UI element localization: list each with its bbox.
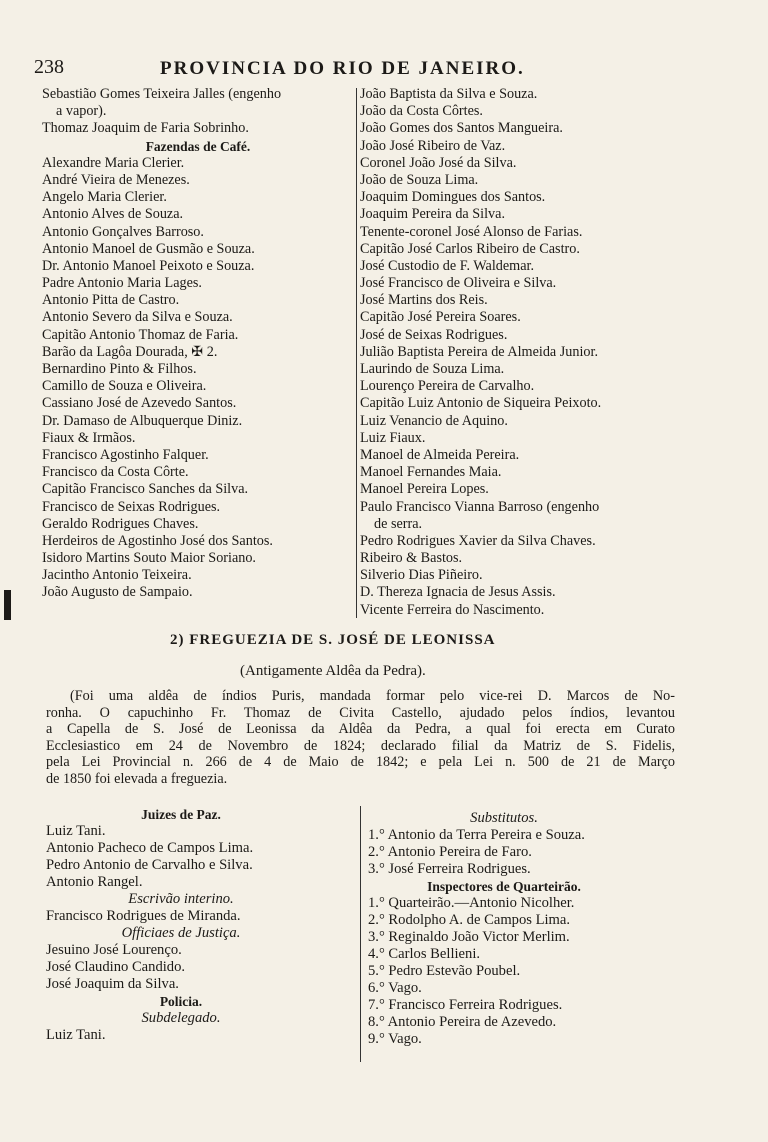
list-item: Dr. Damaso de Albuquerque Diniz.: [42, 412, 243, 429]
list-item: Antonio Manoel de Gusmão e Souza.: [42, 240, 255, 257]
list-item: Capitão José Pereira Soares.: [360, 309, 521, 326]
list-item: Geraldo Rodrigues Chaves.: [42, 515, 199, 532]
page-number: 238: [34, 56, 64, 78]
list-item: José Claudino Candido.: [46, 959, 186, 975]
list-item: Antonio Severo da Silva e Souza.: [42, 309, 233, 326]
list-item: Pedro Rodrigues Xavier da Silva Chaves.: [360, 532, 596, 549]
paragraph-line: (Foi uma aldêa de índios Puris, mandada formar pelo vice-rei D. Marcos de No-: [70, 688, 675, 704]
column-divider: [356, 88, 357, 618]
list-item: 2.° Rodolpho A. de Campos Lima.: [368, 912, 571, 928]
list-item: Barão da Lagôa Dourada, ✠ 2.: [42, 343, 218, 360]
list-item: Antonio Gonçalves Barroso.: [42, 223, 204, 240]
list-item: Vicente Ferreira do Nascimento.: [360, 601, 545, 618]
list-subheading: Subdelegado.: [141, 1010, 221, 1026]
list-item: Joaquim Pereira da Silva.: [360, 206, 505, 223]
list-item: Camillo de Souza e Oliveira.: [42, 378, 207, 395]
list-subheading: Officiaes de Justiça.: [121, 925, 241, 941]
list-item: 4.° Carlos Bellieni.: [368, 946, 481, 962]
list-item: 1.° Antonio da Terra Pereira e Souza.: [368, 827, 585, 843]
list-item: Antonio Pitta de Castro.: [42, 292, 180, 309]
paragraph-line: ronha. O capuchinho Fr. Thomaz de Civita Castello, ajudado pelos índios, levantou: [46, 704, 675, 721]
list-item: Joaquim Domingues dos Santos.: [360, 189, 546, 206]
list-item: Francisco Rodrigues de Miranda.: [46, 908, 241, 924]
list-item: Sebastião Gomes Teixeira Jalles (engenho: [42, 86, 282, 102]
list-item: João Augusto de Sampaio.: [42, 584, 193, 601]
list-item: Dr. Antonio Manoel Peixoto e Souza.: [42, 257, 255, 274]
list-item: Pedro Antonio de Carvalho e Silva.: [46, 857, 253, 873]
officials-divider: [360, 806, 361, 1062]
list-item: Tenente-coronel José Alonso de Farias.: [360, 223, 583, 240]
list-item: Lourenço Pereira de Carvalho.: [360, 378, 535, 395]
list-item: Isidoro Martins Souto Maior Soriano.: [42, 550, 256, 567]
list-item: Padre Antonio Maria Lages.: [42, 275, 202, 292]
list-item: Cassiano José de Azevedo Santos.: [42, 395, 237, 412]
list-item: D. Thereza Ignacia de Jesus Assis.: [360, 584, 556, 601]
list-item: Manoel de Almeida Pereira.: [360, 446, 520, 463]
list-item: Luiz Tani.: [46, 823, 106, 839]
list-item: Coronel João José da Silva.: [360, 154, 517, 171]
list-heading: Juizes de Paz.: [141, 807, 221, 822]
list-item: José de Seixas Rodrigues.: [360, 326, 508, 343]
paragraph-line: pela Lei Provincial n. 266 de 4 de Maio de 1842; e pela Lei n. 500 de 21 de Março: [46, 754, 675, 771]
list-item: André Vieira de Menezes.: [42, 171, 190, 188]
list-item: Fiaux & Irmãos.: [42, 429, 136, 446]
list-item: Bernardino Pinto & Filhos.: [42, 361, 197, 377]
list-item: de serra.: [374, 515, 423, 532]
list-item: Capitão José Carlos Ribeiro de Castro.: [360, 240, 580, 257]
list-item: Antonio Pacheco de Campos Lima.: [46, 840, 254, 856]
list-item: Francisco Agostinho Falquer.: [42, 446, 209, 463]
history-paragraph: [46, 688, 675, 788]
list-item: Luiz Tani.: [46, 1027, 106, 1043]
list-item: Francisco de Seixas Rodrigues.: [42, 498, 221, 515]
paragraph-line: a Capella de S. José de Leonissa da Aldêa da Pedra, a qual foi erecta em Curato: [46, 721, 675, 738]
margin-mark: [4, 590, 11, 620]
list-item: Herdeiros de Agostinho José dos Santos.: [42, 532, 273, 549]
list-item: 7.° Francisco Ferreira Rodrigues.: [368, 997, 563, 1013]
list-item: 3.° José Ferreira Rodrigues.: [368, 861, 531, 877]
list-item: Julião Baptista Pereira de Almeida Junior.: [360, 343, 598, 360]
list-item: 6.° Vago.: [368, 980, 422, 996]
list-item: João Gomes dos Santos Mangueira.: [360, 120, 563, 137]
list-item: Francisco da Costa Côrte.: [42, 464, 189, 481]
list-item: João de Souza Lima.: [360, 171, 479, 188]
list-heading: Policia.: [159, 994, 203, 1009]
list-item: Thomaz Joaquim de Faria Sobrinho.: [42, 120, 249, 137]
list-item: Jacintho Antonio Teixeira.: [42, 567, 192, 584]
list-item: Alexandre Maria Clerier.: [42, 154, 185, 171]
list-item: Ribeiro & Bastos.: [360, 550, 463, 567]
list-item: José Joaquim da Silva.: [46, 976, 179, 992]
page-header: PROVINCIA DO RIO DE JANEIRO.: [160, 58, 525, 79]
officials-left: [46, 806, 316, 1044]
list-item: Silverio Dias Piñeiro.: [360, 567, 483, 584]
section-title: 2) FREGUEZIA DE S. JOSÉ DE LEONISSA: [170, 632, 496, 648]
list-heading: Fazendas de Café.: [145, 138, 251, 154]
list-subheading: Escrivão interino.: [128, 891, 234, 907]
list-item: Capitão Luiz Antonio de Siqueira Peixoto.: [360, 395, 602, 412]
list-item: Angelo Maria Clerier.: [42, 189, 167, 206]
list-item: Luiz Fiaux.: [360, 429, 426, 446]
section-subtitle: (Antigamente Aldêa da Pedra).: [240, 663, 426, 679]
list-item: 2.° Antonio Pereira de Faro.: [368, 844, 532, 860]
list-item: 3.° Reginaldo João Victor Merlim.: [368, 929, 570, 945]
list-item: Laurindo de Souza Lima.: [360, 361, 505, 377]
list-item: José Custodio de F. Waldemar.: [360, 257, 535, 274]
officials-right: [368, 810, 640, 1048]
paragraph-line: de 1850 foi elevada a freguezia.: [46, 770, 228, 787]
list-item: José Francisco de Oliveira e Silva.: [360, 275, 557, 292]
list-item: a vapor).: [56, 103, 107, 120]
list-item: 9.° Vago.: [368, 1031, 422, 1047]
left-column: [42, 86, 354, 602]
list-item: José Martins dos Reis.: [360, 292, 488, 309]
list-item: Antonio Alves de Souza.: [42, 206, 184, 223]
list-item: João José Ribeiro de Vaz.: [360, 137, 506, 154]
list-item: Paulo Francisco Vianna Barroso (engenho: [360, 498, 600, 515]
list-item: Antonio Rangel.: [46, 874, 143, 890]
list-item: Jesuino José Lourenço.: [46, 942, 182, 958]
list-item: Manoel Fernandes Maia.: [360, 464, 502, 481]
list-item: Manoel Pereira Lopes.: [360, 481, 489, 498]
list-item: João Baptista da Silva e Souza.: [360, 86, 538, 102]
paragraph-line: Ecclesiastico em 24 de Novembro de 1824; declarado filial da Matriz de S. Fidelis,: [46, 737, 675, 754]
list-item: Capitão Antonio Thomaz de Faria.: [42, 326, 239, 343]
right-column: [360, 86, 720, 619]
list-item: 5.° Pedro Estevão Poubel.: [368, 963, 521, 979]
list-item: João da Costa Côrtes.: [360, 103, 483, 120]
list-item: 8.° Antonio Pereira de Azevedo.: [368, 1014, 557, 1030]
list-item: 1.° Quarteirão.—Antonio Nicolher.: [368, 895, 575, 911]
list-item: Capitão Francisco Sanches da Silva.: [42, 481, 249, 498]
list-item: Luiz Venancio de Aquino.: [360, 412, 508, 429]
list-subheading: Substitutos.: [470, 810, 538, 826]
list-heading: Inspectores de Quarteirão.: [427, 879, 581, 894]
